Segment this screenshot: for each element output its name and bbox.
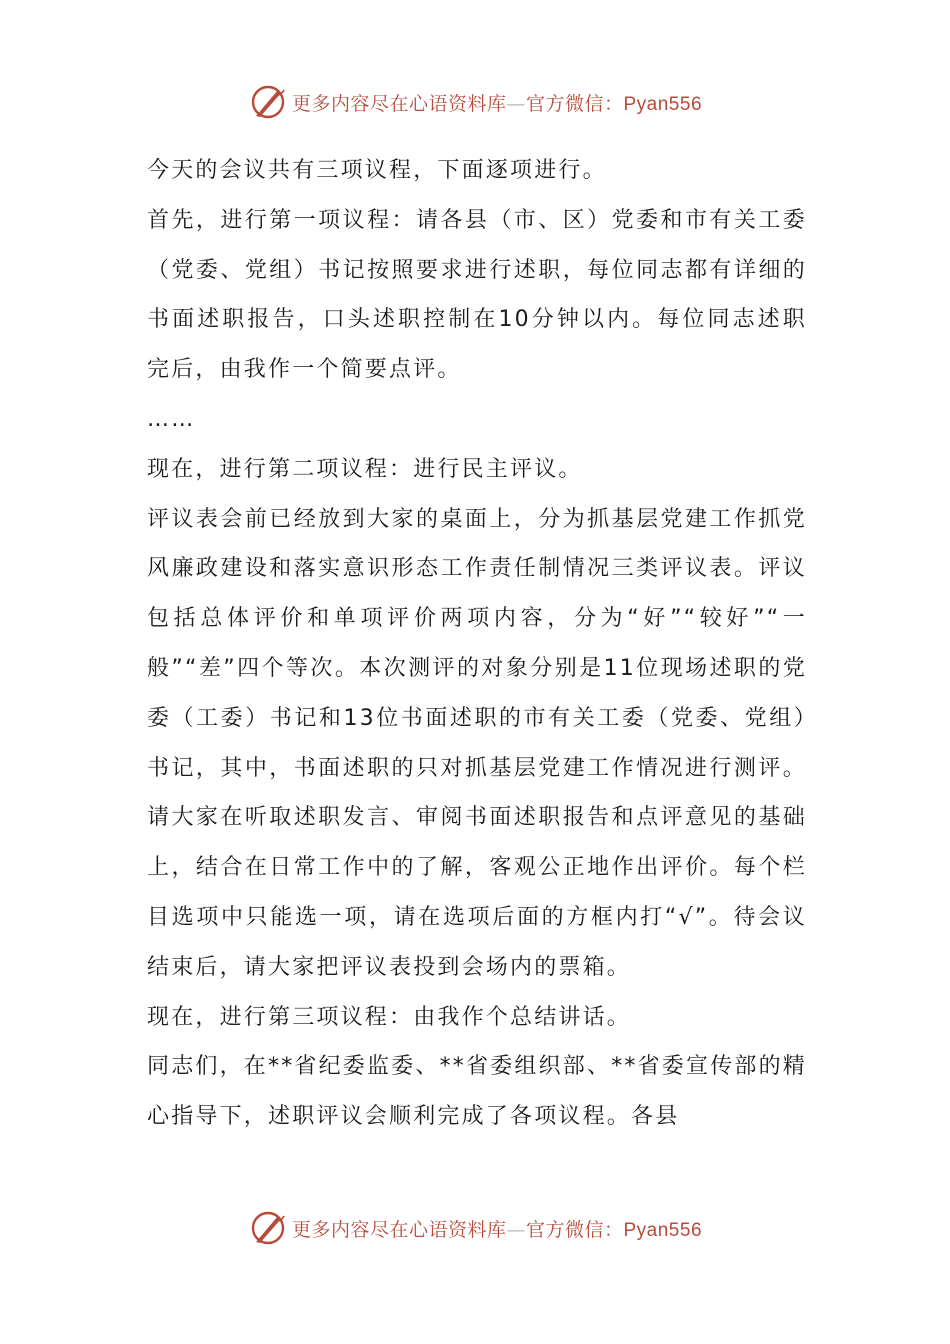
- banner-label: 官方微信：: [525, 92, 624, 115]
- document-body: [147, 146, 807, 1142]
- paragraph: 同志们，在**省纪委监委、**省委组织部、**省委宣传部的精心指导下，述职评议会顺利完成了各项议程。各县: [147, 1054, 808, 1130]
- banner-wechat-id: Pyan556: [623, 1219, 703, 1241]
- quill-logo-icon: [248, 1208, 288, 1248]
- banner-main-text: 更多内容尽在心语资料库: [291, 92, 507, 115]
- banner-separator: —: [506, 92, 526, 115]
- footer-banner: [0, 1206, 950, 1250]
- paragraph: 现在，进行第二项议程：进行民主评议。: [147, 456, 583, 482]
- banner-wechat-id: Pyan556: [623, 93, 703, 115]
- banner-label: 官方微信：: [525, 1218, 624, 1241]
- banner-separator: —: [506, 1218, 526, 1241]
- paragraph: 评议表会前已经放到大家的桌面上，分为抓基层党建工作抓党风廉政建设和落实意识形态工作责任制情况三类评议表。评议包括总体评价和单项评价两项内容，分为“好”“较好”“一般”“差”四个等次。本次测评的对象分别是11位现场述职的党委（工委）书记和13位书面述职的市有关工委（党委、党组）书记，其中，书面述职的只对抓基层党建工作情况进行测评。请大家在听取述职发言、审阅书面述职报告和点评意见的基础上，结合在日常工作中的了解，客观公正地作出评价。每个栏目选项中只能选一项，请在选项后面的方框内打“√”。待会议结束后，请大家把评议表投到会场内的票箱。: [147, 506, 807, 980]
- paragraph: ……: [147, 406, 196, 432]
- banner-text: [292, 89, 702, 116]
- paragraph: 首先，进行第一项议程：请各县（市、区）党委和市有关工委（党委、党组）书记按照要求进行述职，每位同志都有详细的书面述职报告，口头述职控制在10分钟以内。每位同志述职完后，由我作一个简要点评。: [147, 207, 807, 383]
- paragraph: 现在，进行第三项议程：由我作个总结讲话。: [147, 1004, 632, 1030]
- banner-main-text: 更多内容尽在心语资料库: [291, 1218, 507, 1241]
- header-banner: [0, 80, 950, 124]
- banner-text: [292, 1215, 702, 1242]
- quill-logo-icon: [248, 82, 288, 122]
- paragraph: 今天的会议共有三项议程，下面逐项进行。: [147, 158, 607, 183]
